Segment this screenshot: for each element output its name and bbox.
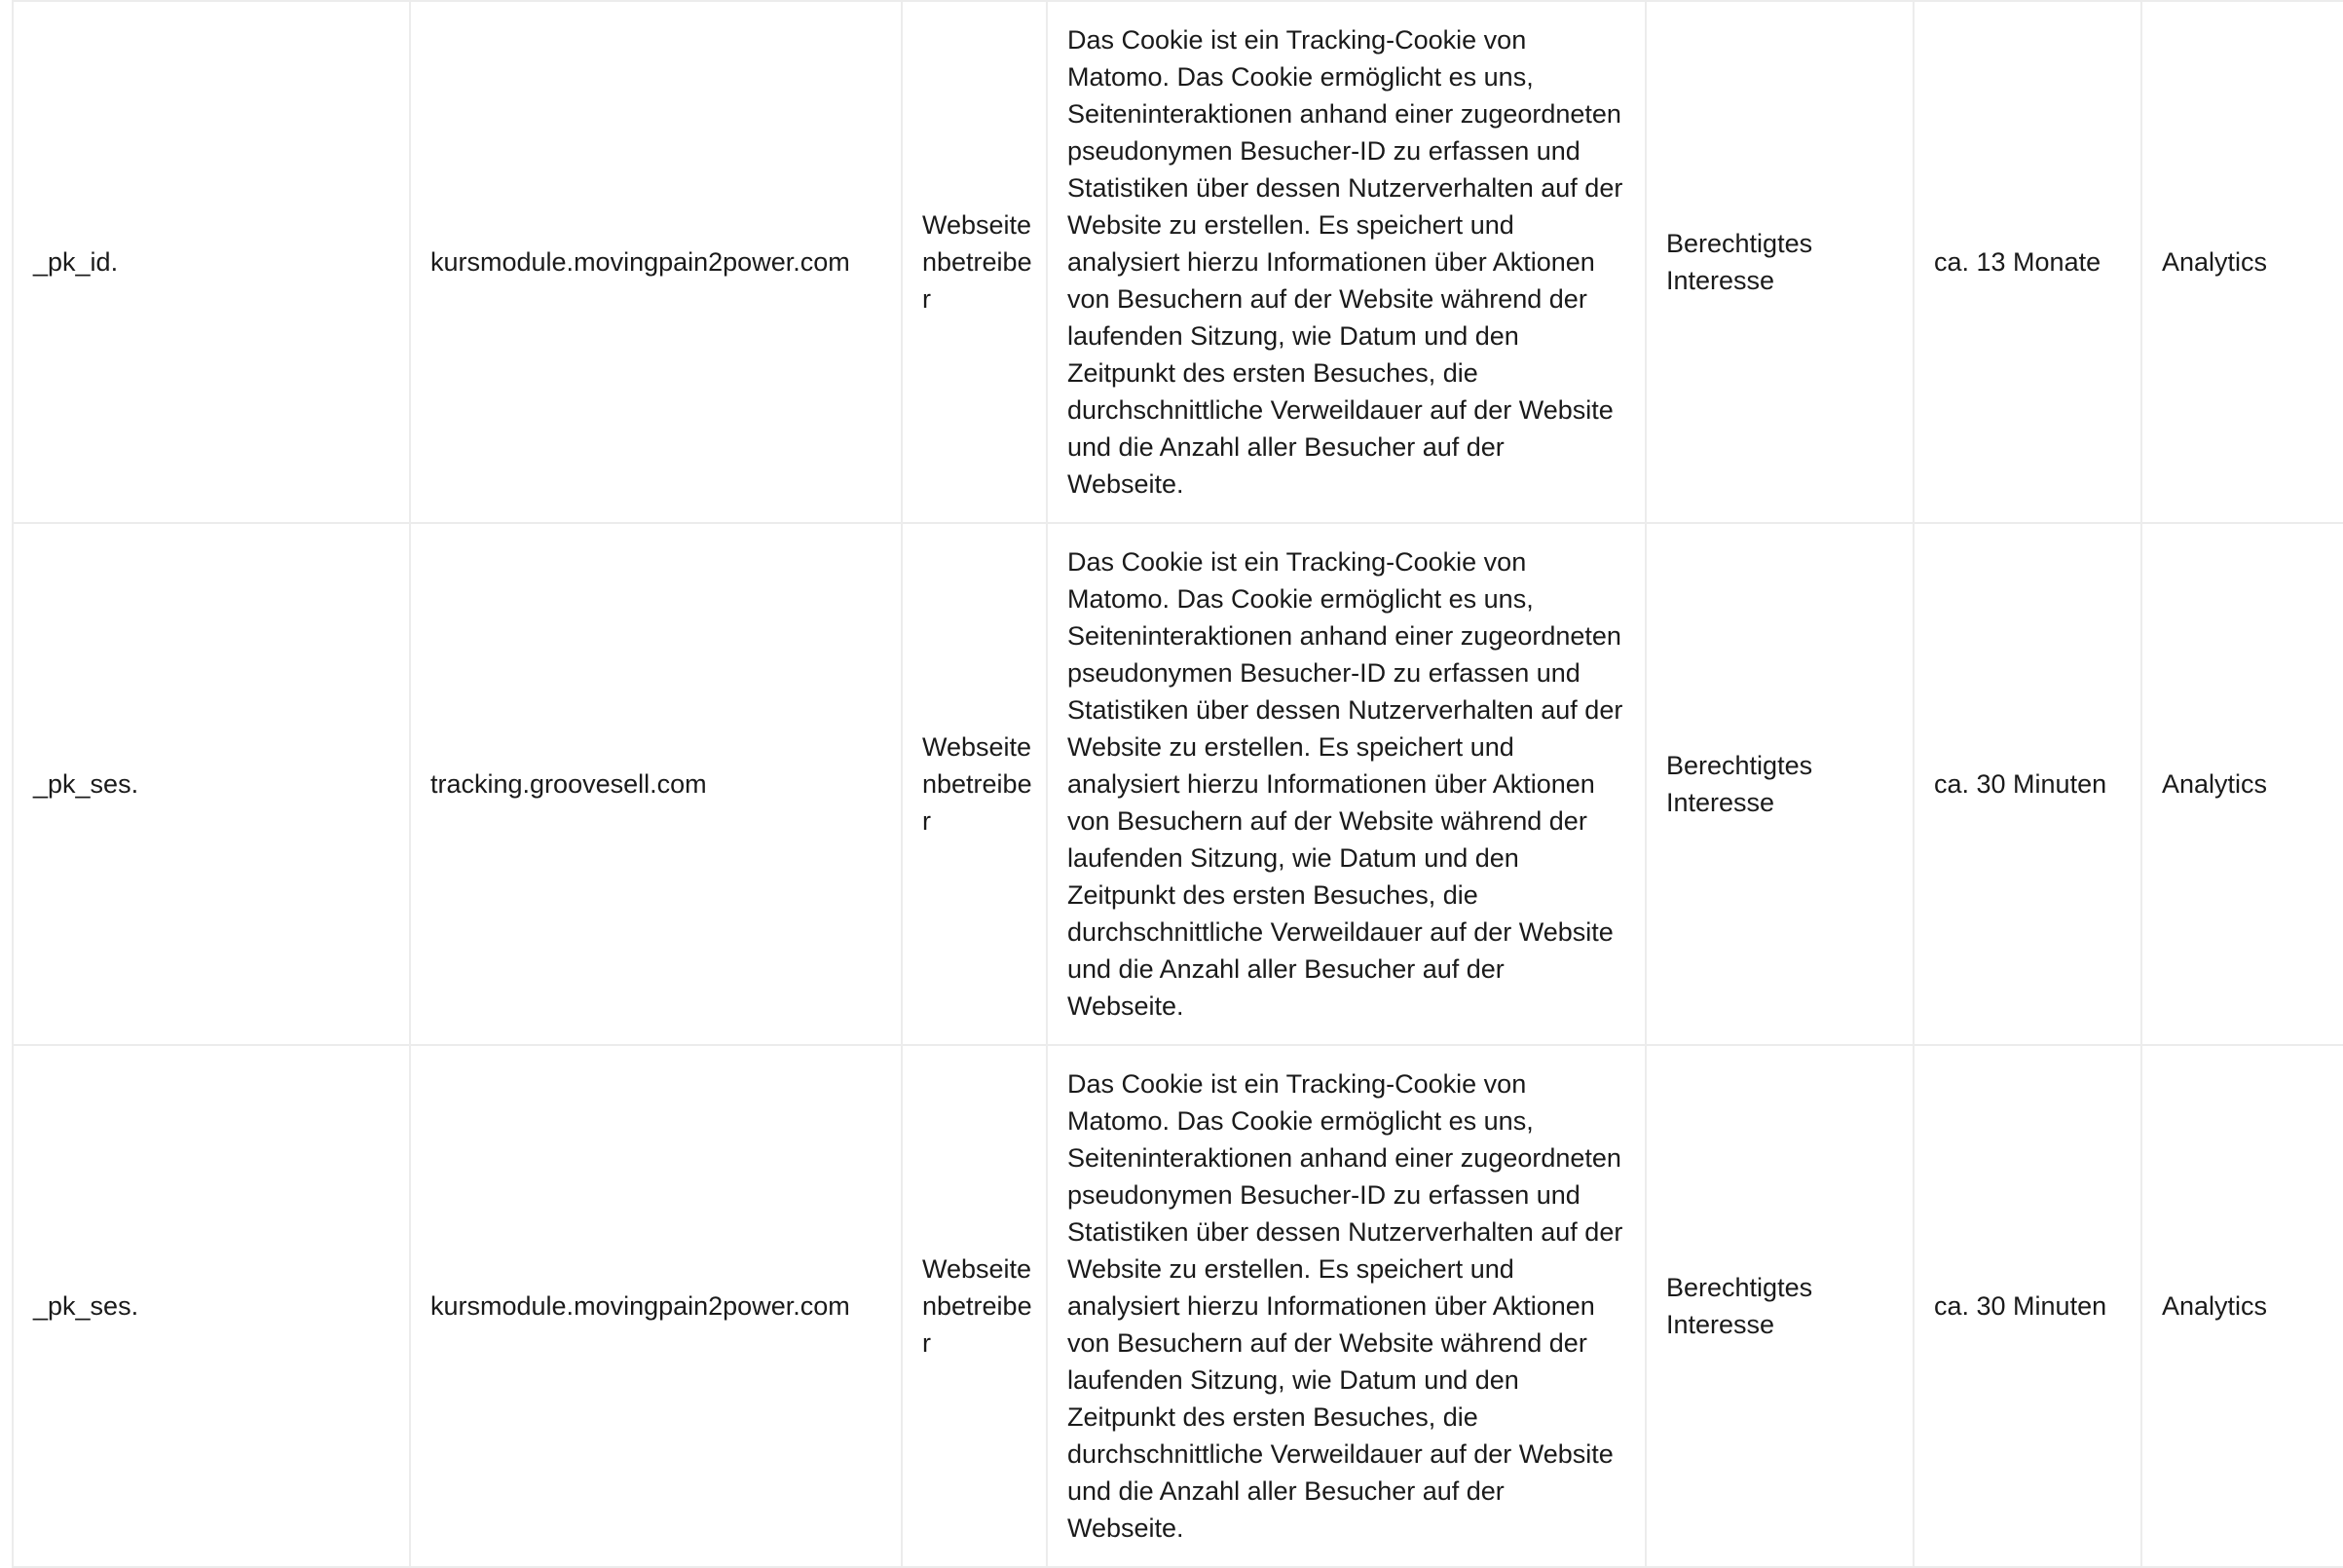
cookie-table (12, 0, 2343, 1568)
cookie-provider: Webseitenbetreiber (922, 210, 1032, 314)
cookie-provider-cell (902, 1045, 1047, 1567)
table-row (13, 1045, 2343, 1567)
cookie-host: kursmodule.movingpain2power.com (410, 1, 902, 523)
cookie-legal-basis: Berechtigtes Interesse (1646, 523, 1914, 1045)
cookie-description: Das Cookie ist ein Tracking-Cookie von Matomo. Das Cookie ermöglicht es uns, Seiteninteraktionen anhand einer zugeordneten pseudonymen Besucher-ID zu erfassen und Statistiken über dessen Nutzerverhalten auf der Website zu erstellen. Es speichert und analysiert hierzu Informationen über Aktionen von Besuchern auf der Website während der laufenden Sitzung, wie Datum und den Zeitpunkt des ersten Besuches, die durchschnittliche Verweildauer auf der Website und die Anzahl aller Besucher auf der Webseite. (1047, 1045, 1646, 1567)
cookie-duration: ca. 13 Monate (1914, 1, 2141, 523)
cookie-duration: ca. 30 Minuten (1914, 1045, 2141, 1567)
cookie-description: Das Cookie ist ein Tracking-Cookie von Matomo. Das Cookie ermöglicht es uns, Seiteninteraktionen anhand einer zugeordneten pseudonymen Besucher-ID zu erfassen und Statistiken über dessen Nutzerverhalten auf der Website zu erstellen. Es speichert und analysiert hierzu Informationen über Aktionen von Besuchern auf der Website während der laufenden Sitzung, wie Datum und den Zeitpunkt des ersten Besuches, die durchschnittliche Verweildauer auf der Website und die Anzahl aller Besucher auf der Webseite. (1047, 523, 1646, 1045)
cookie-duration: ca. 30 Minuten (1914, 523, 2141, 1045)
cookie-legal-basis: Berechtigtes Interesse (1646, 1, 1914, 523)
cookie-provider: Webseitenbetreiber (922, 1254, 1032, 1358)
cookie-provider-cell (902, 523, 1047, 1045)
cookie-provider: Webseitenbetreiber (922, 732, 1032, 836)
cookie-name: _pk_id. (13, 1, 410, 523)
table-row (13, 1, 2343, 523)
cookie-provider-cell (902, 1, 1047, 523)
cookie-category: Analytics (2141, 1, 2343, 523)
cookie-description: Das Cookie ist ein Tracking-Cookie von Matomo. Das Cookie ermöglicht es uns, Seiteninteraktionen anhand einer zugeordneten pseudonymen Besucher-ID zu erfassen und Statistiken über dessen Nutzerverhalten auf der Website zu erstellen. Es speichert und analysiert hierzu Informationen über Aktionen von Besuchern auf der Website während der laufenden Sitzung, wie Datum und den Zeitpunkt des ersten Besuches, die durchschnittliche Verweildauer auf der Website und die Anzahl aller Besucher auf der Webseite. (1047, 1, 1646, 523)
cookie-host: kursmodule.movingpain2power.com (410, 1045, 902, 1567)
cookie-name: _pk_ses. (13, 1045, 410, 1567)
cookie-host: tracking.groovesell.com (410, 523, 902, 1045)
cookie-category: Analytics (2141, 1045, 2343, 1567)
table-row (13, 523, 2343, 1045)
cookie-category: Analytics (2141, 523, 2343, 1045)
cookie-name: _pk_ses. (13, 523, 410, 1045)
cookie-legal-basis: Berechtigtes Interesse (1646, 1045, 1914, 1567)
